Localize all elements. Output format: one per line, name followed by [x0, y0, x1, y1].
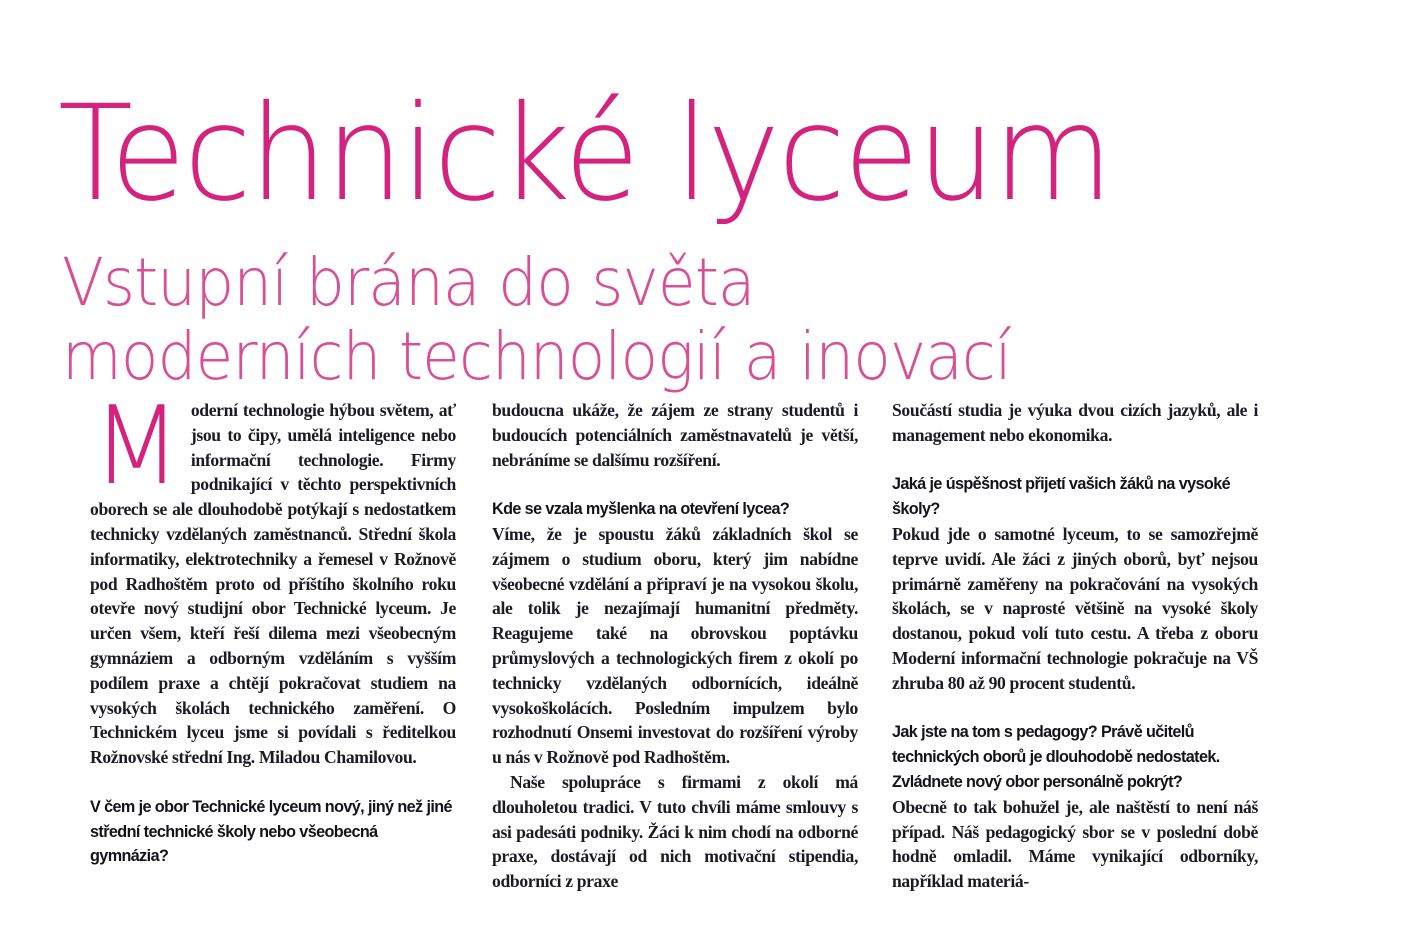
- spacer: [892, 696, 1258, 721]
- interview-question-2: Kde se vzala myšlenka na otevření lycea?: [492, 500, 790, 519]
- article-subtitle: [62, 246, 1011, 394]
- continued-paragraph: Součástí studia je výuka dvou cizích jazyků, ale i management nebo ekonomika.: [892, 400, 1258, 445]
- interview-question-3: Jaká je úspěšnost přijetí vašich žáků na vysoké školy?: [892, 475, 1230, 519]
- article-column-1: [90, 384, 456, 869]
- interview-answer-2: Víme, že je spoustu žáků základních škol se zájmem o studium oboru, který jim nabídne všeobecné vzdělání a připraví je na vysokou školu, ale tolik je nezajímají humanitní předměty. Reagujeme také na obrovskou poptávku průmyslových a technologických firem z okolí po technicky vzdělaných odbornících, ideálně vysokoškolácích. Posledním impulzem bylo rozhodnutí Onsemi investovat do rozšíření výroby u nás v Rožnově pod Radhoštěm.: [492, 523, 858, 768]
- spacer: [892, 448, 1258, 473]
- interview-question-1: V čem je obor Technické lyceum nový, jiný než jiné střední technické školy nebo všeobecná gymnázia?: [90, 797, 452, 866]
- spacer: [90, 770, 456, 795]
- subtitle-line-2: moderních technologií a inovací: [62, 318, 1011, 395]
- intro-text: oderní technologie hýbou světem, ať jsou to čipy, umělá inteligence nebo informační technologie. Firmy podnikající v těchto perspektivních oborech se ale dlouhodobě potýkají s nedostatkem technicky vzdělaných zaměstnanců. Střední škola informatiky, elektrotechniky a řemesel v Rožnově pod Radhoštěm proto od příštího školního roku otevře nový studijní obor Technické lyceum. Je určen všem, kteří řeší dilema mezi všeobecným gymnáziem a odborným vzděláním s vyšším podílem praxe a chtějí pokračovat studiem na vysokých školách technického zaměření. O Technickém lyceu jsme si povídali s ředitelkou Rožnovské střední Ing. Miladou Chamilovou.: [90, 400, 456, 768]
- article-column-3: [892, 398, 1258, 894]
- interview-question-4: Jak jste na tom s pedagogy? Právě učitelů technických oborů je dlouhodobě nedostatek. Zvládnete nový obor personálně pokrýt?: [892, 723, 1220, 791]
- subtitle-line-1: Vstupní brána do světa: [62, 244, 755, 321]
- continued-paragraph: budoucna ukáže, že zájem ze strany studentů i budoucích potenciálních zaměstnavatelů je větší, nebráníme se dalšímu rozšíření.: [492, 400, 858, 470]
- article-title: Technické lyceum: [58, 77, 1112, 231]
- spacer: [492, 472, 858, 497]
- interview-answer-2-paragraph-2: Naše spolupráce s firmami z okolí má dlouholetou tradici. V tuto chvíli máme smlouvy s asi padesáti podniky. Žáci k nim chodí na odborné praxe, dostávají od nich motivační stipendia, odborníci z praxe: [492, 771, 858, 892]
- intro-paragraph: [90, 384, 456, 770]
- drop-cap: M: [92, 384, 181, 509]
- interview-answer-4: Obecně to tak bohužel je, ale naštěstí to není náš případ. Náš pedagogický sbor se v poslední době hodně omladil. Máme vynikající odborníky, například materiá-: [892, 796, 1258, 892]
- article-column-2: [492, 398, 858, 894]
- interview-answer-3: Pokud jde o samotné lyceum, to se samozřejmě teprve uvidí. Ale žáci z jiných oborů, byť nejsou primárně zaměřeny na pokračování na vysokých školách, se v naprosté většině na vysoké školy dostanou, pokud volí tuto cestu. A třeba z oboru Moderní informační technologie pokračuje na VŠ zhruba 80 až 90 procent studentů.: [892, 523, 1258, 693]
